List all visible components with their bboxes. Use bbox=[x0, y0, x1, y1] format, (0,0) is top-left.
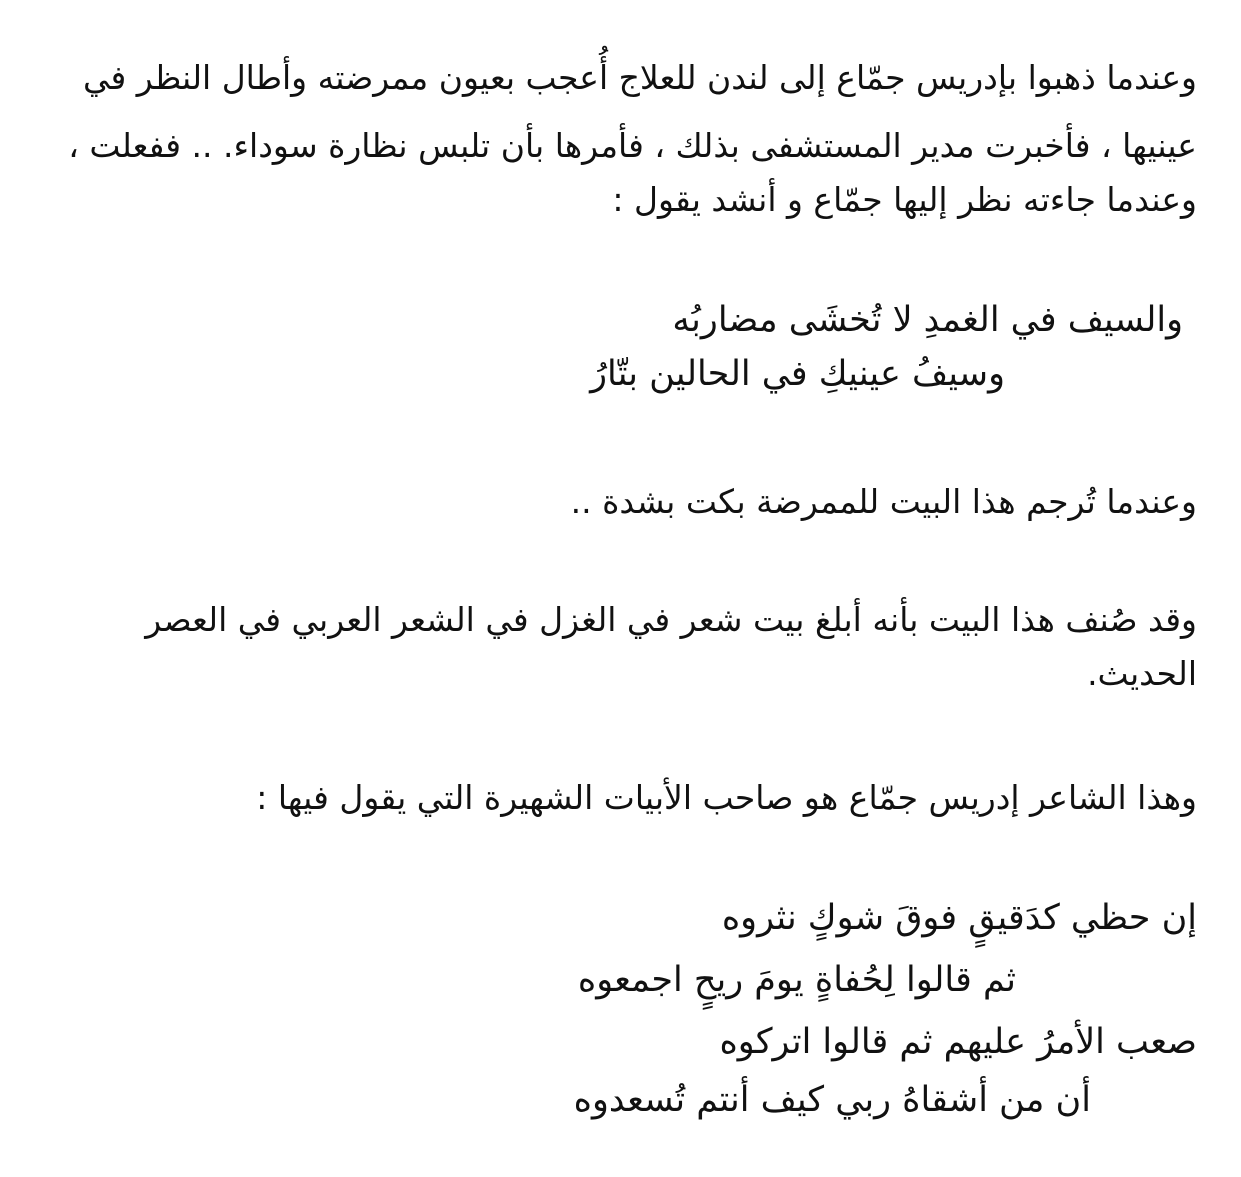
verse-1-line-2: وسيفُ عينيكِ في الحالين بتّارُ bbox=[590, 354, 1005, 394]
paragraph-3-line-2: الحديث. bbox=[1087, 654, 1197, 693]
paragraph-4: وهذا الشاعر إدريس جمّاع هو صاحب الأبيات الشهيرة التي يقول فيها : bbox=[256, 778, 1197, 817]
paragraph-1-line-2: عينيها ، فأخبرت مدير المستشفى بذلك ، فأمرها بأن تلبس نظارة سوداء. .. ففعلت ، bbox=[68, 126, 1197, 165]
paragraph-2: وعندما تُرجم هذا البيت للممرضة بكت بشدة .. bbox=[570, 482, 1197, 521]
verse-1-line-1: والسيف في الغمدِ لا تُخشَى مضاربُه bbox=[672, 300, 1183, 340]
verse-2-line-1: إن حظي كدَقيقٍ فوقَ شوكٍ نثروه bbox=[721, 898, 1197, 938]
paragraph-1-line-3: وعندما جاءته نظر إليها جمّاع و أنشد يقول : bbox=[612, 180, 1197, 219]
verse-2-line-4: أن من أشقاهُ ربي كيف أنتم تُسعدوه bbox=[573, 1080, 1091, 1120]
paragraph-3-line-1: وقد صُنف هذا البيت بأنه أبلغ بيت شعر في الغزل في الشعر العربي في العصر bbox=[145, 600, 1197, 639]
verse-2-line-2: ثم قالوا لِحُفاةٍ يومَ ريحٍ اجمعوه bbox=[577, 960, 1016, 1000]
verse-2-line-3: صعب الأمرُ عليهم ثم قالوا اتركوه bbox=[719, 1022, 1197, 1062]
paragraph-1-line-1: وعندما ذهبوا بإدريس جمّاع إلى لندن للعلاج أُعجب بعيون ممرضته وأطال النظر في bbox=[82, 58, 1197, 97]
